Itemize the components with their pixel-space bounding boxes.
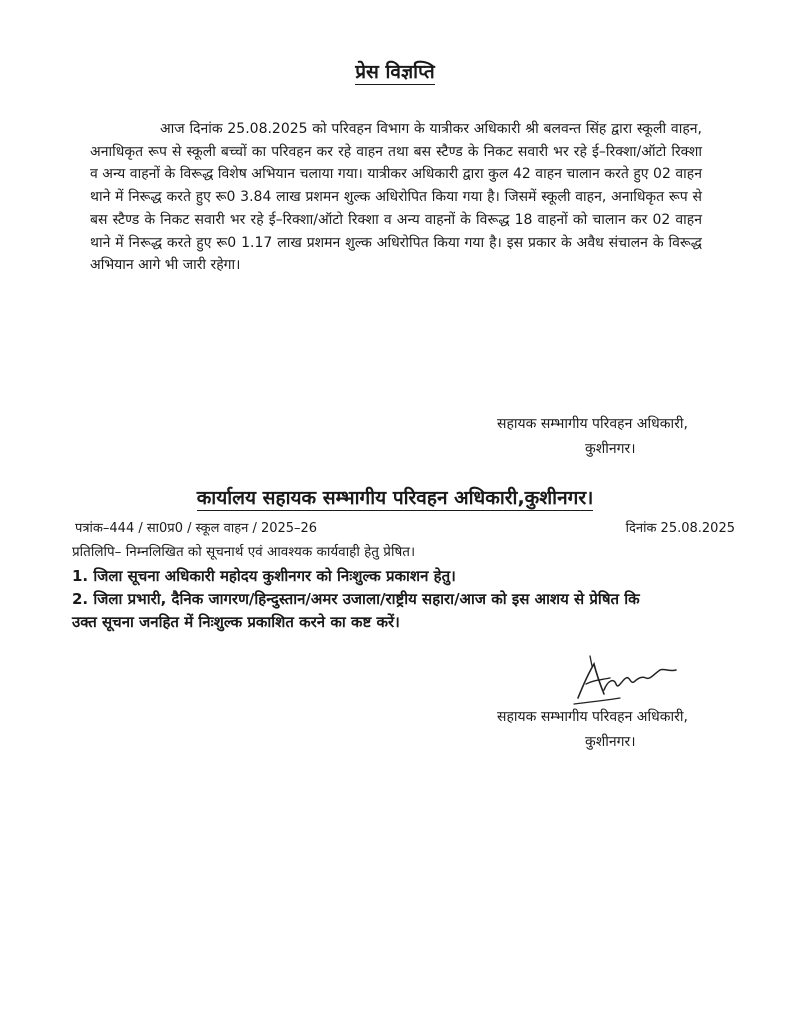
- place-text: कुशीनगर।: [585, 441, 636, 457]
- office-heading: [0, 484, 790, 510]
- copy-recipient-list: [72, 565, 742, 634]
- press-release-title: [0, 58, 790, 84]
- body-paragraph: आज दिनांक 25.08.2025 को परिवहन विभाग के यात्रीकर अधिकारी श्री बलवन्त सिंह द्वारा स्कूली वाहन, अनाधिकृत रूप से स्कूली बच्चों का परिवहन कर रहे वाहन तथा बस स्टैण्ड के निकट सवारी भर रहे ई–रिक्शा/ऑटो रिक्शा व अन्य वाहनों के विरूद्ध विशेष अभियान चलाया गया। यात्रीकर अधिकारी द्वारा कुल 42 वाहन चालान करते हुए 02 वाहन थाने में निरूद्ध करते हुए रू0 3.84 लाख प्रशमन शुल्क अधिरोपित किया गया है। जिसमें स्कूली वाहन, अनाधिकृत रूप से बस स्टैण्ड के निकट सवारी भर रहे ई–रिक्शा/ऑटो रिक्शा व अन्य वाहनों के विरूद्ध 18 वाहनों को चालान कर 02 वाहन थाने में निरूद्ध करते हुए रू0 1.17 लाख प्रशमन शुल्क अधिरोपित किया गया है। इस प्रकार के अवैध संचालन के विरूद्ध अभियान आगे भी जारी रहेगा।: [90, 121, 702, 274]
- signature-block-top: [497, 412, 688, 462]
- signature-block-bottom: [497, 705, 688, 755]
- designation-text: सहायक सम्भागीय परिवहन अधिकारी,: [497, 709, 688, 725]
- letter-number: पत्रांक–444 / सा0प्र0 / स्कूल वाहन / 2025–26: [75, 521, 318, 536]
- handwritten-signature: [560, 650, 690, 710]
- place-text: कुशीनगर।: [585, 734, 636, 750]
- office-heading-text: कार्यालय सहायक सम्भागीय परिवहन अधिकारी,कुशीनगर।: [196, 487, 594, 509]
- list-item: 1. जिला सूचना अधिकारी महोदय कुशीनगर को निःशुल्क प्रकाशन हेतु।: [72, 567, 456, 585]
- designation-text: सहायक सम्भागीय परिवहन अधिकारी,: [497, 416, 688, 432]
- list-item: 2. जिला प्रभारी, दैनिक जागरण/हिन्दुस्तान/अमर उजाला/राष्ट्रीय सहारा/आज को इस आशय से प्रेषित कि: [72, 590, 640, 608]
- list-item: उक्त सूचना जनहित में निःशुल्क प्रकाशित करने का कष्ट करें।: [72, 613, 400, 631]
- press-release-body: [90, 118, 702, 277]
- title-text: प्रेस विज्ञप्ति: [355, 61, 435, 83]
- letter-date: दिनांक 25.08.2025: [625, 521, 735, 536]
- copy-to-line: प्रतिलिपि– निम्नलिखित को सूचनार्थ एवं आवश्यक कार्यवाही हेतु प्रेषित।: [72, 544, 416, 560]
